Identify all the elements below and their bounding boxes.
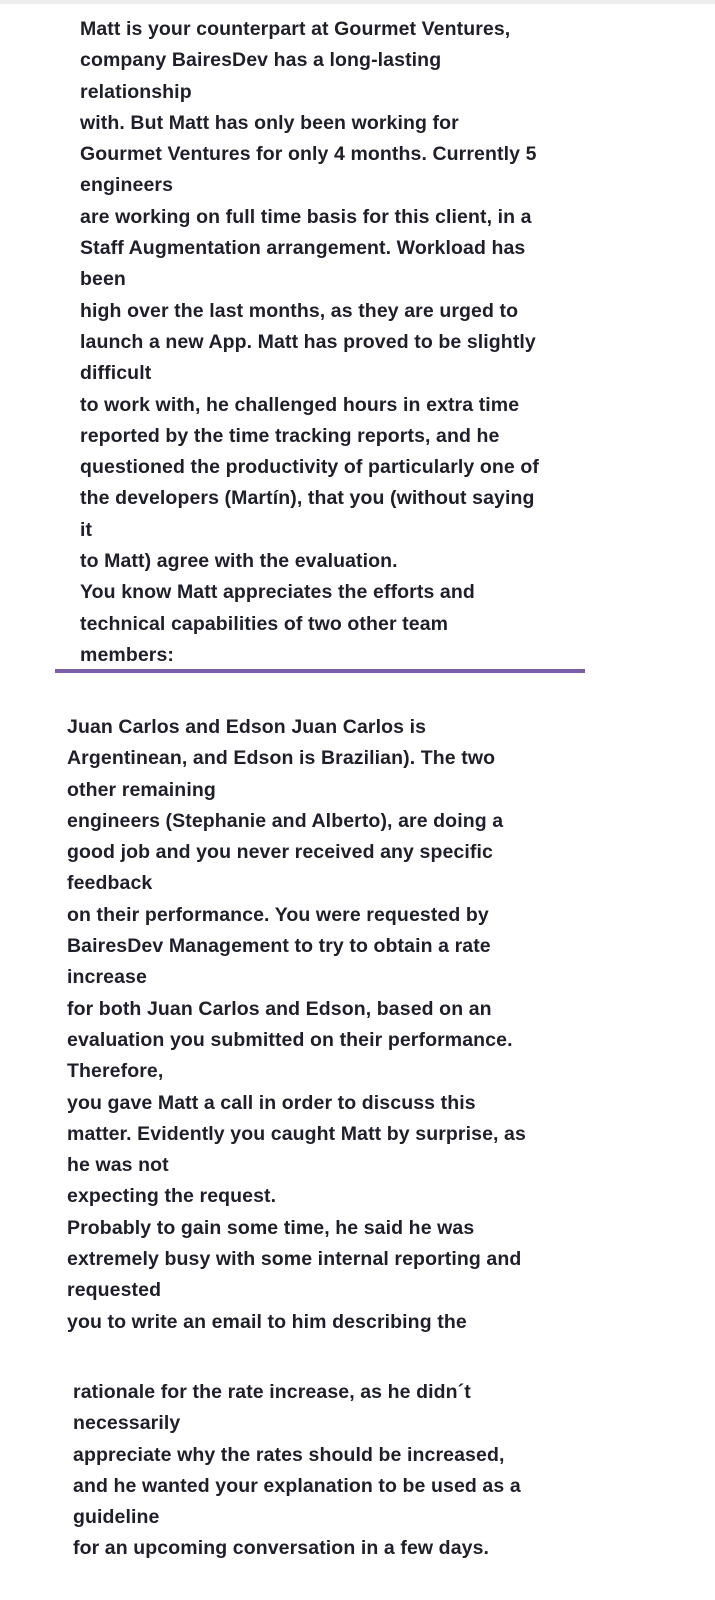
text-line: extremely busy with some internal reporting and	[67, 1248, 522, 1271]
text-line: technical capabilities of two other team	[80, 612, 449, 635]
text-line: engineers (Stephanie and Alberto), are doing a	[67, 809, 504, 832]
text-line: for an upcoming conversation in a few days.	[73, 1537, 490, 1560]
text-line: feedback	[67, 872, 153, 895]
text-line: been	[80, 268, 126, 291]
text-line: matter. Evidently you caught Matt by surprise, as	[67, 1122, 526, 1145]
text-line: difficult	[80, 362, 152, 385]
top-edge	[0, 0, 715, 4]
text-line: Staff Augmentation arrangement. Workload has	[80, 237, 526, 260]
text-line: for both Juan Carlos and Edson, based on an	[67, 997, 492, 1020]
text-line: You know Matt appreciates the efforts and	[80, 581, 475, 604]
text-line: expecting the request.	[67, 1185, 277, 1208]
text-line: Probably to gain some time, he said he was	[67, 1216, 475, 1239]
paragraph-block-2	[67, 712, 526, 1338]
text-line: evaluation you submitted on their performance.	[67, 1028, 513, 1051]
text-line: and he wanted your explanation to be used as a	[73, 1474, 521, 1497]
text-line: Juan Carlos and Edson Juan Carlos is	[67, 716, 427, 738]
paragraph-block-3	[73, 1377, 521, 1565]
text-line: you to write an email to him describing the	[67, 1310, 467, 1333]
text-line: engineers	[80, 174, 174, 197]
text-line: to Matt) agree with the evaluation.	[80, 550, 398, 573]
text-line: the developers (Martín), that you (without saying	[80, 487, 535, 510]
text-line: it	[80, 518, 93, 541]
text-line: requested	[67, 1279, 162, 1302]
text-line: he was not	[67, 1154, 169, 1177]
text-line: appreciate why the rates should be increased,	[73, 1443, 505, 1466]
text-line: guideline	[73, 1506, 160, 1529]
text-line: other remaining	[67, 778, 216, 801]
text-line: launch a new App. Matt has proved to be slightly	[80, 330, 536, 353]
text-line: BairesDev Management to try to obtain a rate	[67, 935, 491, 958]
text-line: reported by the time tracking reports, and he	[80, 424, 500, 447]
text-line: Matt is your counterpart at Gourmet Ventures,	[80, 18, 511, 40]
text-line: Gourmet Ventures for only 4 months. Currently 5	[80, 143, 537, 166]
text-line: questioned the productivity of particularly one of	[80, 456, 539, 479]
text-line: high over the last months, as they are urged to	[80, 299, 519, 322]
paragraph-block-1	[80, 14, 539, 671]
text-line: on their performance. You were requested by	[67, 903, 489, 926]
text-line: good job and you never received any specific	[67, 841, 493, 864]
section-divider	[55, 669, 585, 673]
text-line: necessarily	[73, 1412, 181, 1435]
text-line: you gave Matt a call in order to discuss this	[67, 1091, 476, 1114]
text-line: to work with, he challenged hours in extra time	[80, 393, 520, 416]
text-line: rationale for the rate increase, as he didn´t	[73, 1381, 471, 1403]
text-line: members:	[80, 643, 175, 666]
text-line: Therefore,	[67, 1060, 164, 1083]
text-line: relationship	[80, 80, 192, 103]
text-line: increase	[67, 966, 147, 989]
text-line: with. But Matt has only been working for	[80, 111, 459, 134]
text-line: company BairesDev has a long-lasting	[80, 49, 442, 72]
text-line: are working on full time basis for this client, in a	[80, 205, 532, 228]
text-line: Argentinean, and Edson is Brazilian). The two	[67, 747, 496, 770]
